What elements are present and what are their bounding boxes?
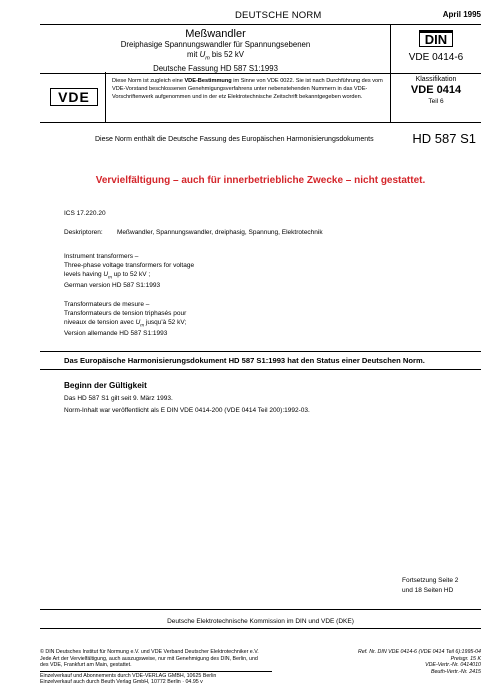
french-line-1: Transformateurs de mesure – bbox=[64, 301, 150, 308]
vde-note bbox=[112, 78, 383, 101]
vde-logo-cell bbox=[40, 72, 106, 122]
norm-type: DEUTSCHE NORM bbox=[235, 10, 322, 21]
french-line-3-post: jusqu'à 52 kV; bbox=[144, 319, 187, 326]
vde-note-pre: Diese Norm ist zugleich eine bbox=[112, 78, 185, 84]
footer-left-line-3: des VDE, Frankfurt am Main, gestattet. bbox=[40, 662, 132, 668]
english-line-2: Three-phase voltage transformers for voltage bbox=[64, 262, 195, 269]
din-column bbox=[390, 25, 481, 73]
hd-row bbox=[40, 131, 481, 153]
english-line-3-pre: levels having bbox=[64, 271, 104, 278]
descriptors bbox=[64, 229, 323, 236]
status-bar bbox=[40, 351, 481, 370]
document-title: Meßwandler bbox=[185, 28, 246, 40]
subtitle-line-3: Deutsche Fassung HD 587 S1:1993 bbox=[153, 63, 278, 73]
commission-name: Deutsche Elektrotechnische Kommission im DIN und VDE (DKE) bbox=[167, 618, 354, 625]
footer-left-line-4: Einzelverkauf und Abonnements durch VDE-VERLAG GMBH, 10625 Berlin bbox=[40, 671, 272, 680]
footer-right-line-2: Preisgr. 15 K bbox=[450, 655, 481, 662]
french-line-4: Version allemande HD 587 S1:1993 bbox=[64, 330, 168, 338]
footer-left-line-1: © DIN Deutsches Institut für Normung e.V. und VDE Verband Deutscher Elektrotechniker e.V. bbox=[40, 649, 259, 655]
um-symbol-sub: m bbox=[205, 55, 210, 62]
continuation-line-1: Fortsetzung Seite 2 bbox=[402, 577, 459, 584]
classification-label: Klassifikation bbox=[415, 76, 457, 83]
um-symbol-letter: U bbox=[199, 49, 206, 59]
footer-left-line-2: Jede Art der Vervielfältigung, auch auszugsweise, nur mit Genehmigung des DIN, Berlin, und bbox=[40, 655, 258, 662]
commission-bar bbox=[40, 609, 481, 629]
footer-right-line-3: VDE-Vertr.-Nr. 0414010 bbox=[425, 662, 481, 668]
english-line-3 bbox=[64, 270, 194, 281]
subtitle-line-2-post: bis 52 kV bbox=[209, 49, 244, 59]
um-symbol bbox=[136, 319, 145, 326]
um-symbol bbox=[199, 49, 210, 62]
footer-right-line-4: Beuth-Vertr.-Nr. 2415 bbox=[430, 668, 481, 675]
descriptors-label: Deskriptoren: bbox=[64, 229, 103, 236]
vde-note-post: im Sinne von VDE 0022. Sie ist nach Durchführung des vom VDE-Vorstand beschlossenen Genehmigungsverfahrens unter nebenstehenden Nummern in das VDE-Vorschriftenwerk aufgenommen und in der etz Elektrotechnische Zeitschrift bekanntgegeben worden. bbox=[112, 78, 383, 100]
descriptors-value: Meßwandler, Spannungswandler, dreiphasig, Spannung, Elektrotechnik bbox=[117, 229, 323, 236]
title-block bbox=[40, 28, 391, 73]
validity-line-1: Das HD 587 S1 gilt seit 9. März 1993. bbox=[64, 395, 173, 402]
english-line-3-post: up to 52 kV ; bbox=[111, 271, 151, 278]
classification-cell bbox=[390, 72, 481, 122]
english-line-1: Instrument transformers – bbox=[64, 253, 139, 260]
classification-value: VDE 0414 bbox=[410, 84, 462, 96]
subtitle-line-2-pre: mit bbox=[187, 49, 200, 59]
english-title-block bbox=[64, 252, 194, 290]
din-number: VDE 0414-6 bbox=[408, 52, 464, 63]
footer-right-line-1: Ref. Nr. DIN VDE 0414-6 (VDE 0414 Teil 6):1995-04 bbox=[358, 649, 481, 655]
um-symbol-sub: m bbox=[108, 274, 112, 280]
french-line-2: Transformateurs de tension triphasés pour bbox=[64, 310, 187, 317]
footer-left-line-5: Einzelverkauf auch durch Beuth Verlag GmbH, 10772 Berlin · 04.95 v bbox=[40, 679, 203, 685]
vde-note-bold: VDE-Bestimmung bbox=[184, 78, 232, 84]
publication-date: April 1995 bbox=[442, 10, 481, 19]
hd-code: HD 587 S1 bbox=[412, 131, 476, 146]
hd-statement: Diese Norm enthält die Deutsche Fassung des Europäischen Harmonisierungsdokuments bbox=[95, 136, 374, 143]
din-logo: DIN bbox=[419, 30, 453, 47]
continuation-note bbox=[402, 576, 481, 596]
french-title-block bbox=[64, 300, 186, 338]
vde-row bbox=[40, 72, 481, 123]
status-statement: Das Europäische Harmonisierungsdokument HD 587 S1:1993 hat den Status einer Deutschen Norm. bbox=[64, 356, 425, 365]
english-line-4: German version HD 587 S1:1993 bbox=[64, 282, 161, 290]
classification-part: Teil 6 bbox=[428, 98, 444, 105]
title-box bbox=[40, 24, 481, 74]
ics-code: ICS 17.220.20 bbox=[64, 210, 106, 217]
um-symbol-sub: m bbox=[140, 322, 145, 328]
copy-warning: Vervielfältigung – auch für innerbetriebliche Zwecke – nicht gestattet. bbox=[95, 175, 426, 186]
validity-line-2: Norm-Inhalt war veröffentlicht als E DIN VDE 0414-200 (VDE 0414 Teil 200):1992-03. bbox=[64, 407, 310, 414]
header-top bbox=[40, 10, 481, 24]
french-line-3-pre: niveaux de tension avec bbox=[64, 319, 136, 326]
subtitle-line-2 bbox=[40, 50, 391, 64]
subtitle-line-1: Dreiphasige Spannungswandler für Spannungsebenen bbox=[120, 40, 311, 49]
um-symbol-letter: U bbox=[103, 271, 109, 278]
french-line-3 bbox=[64, 318, 186, 329]
vde-logo: VDE bbox=[50, 88, 98, 106]
um-symbol bbox=[103, 271, 112, 278]
footer-copyright bbox=[40, 649, 272, 686]
footer-reference bbox=[358, 649, 481, 675]
um-symbol-letter: U bbox=[135, 319, 141, 326]
continuation-line-2: und 18 Seiten HD bbox=[402, 587, 454, 594]
validity-heading: Beginn der Gültigkeit bbox=[64, 381, 147, 390]
